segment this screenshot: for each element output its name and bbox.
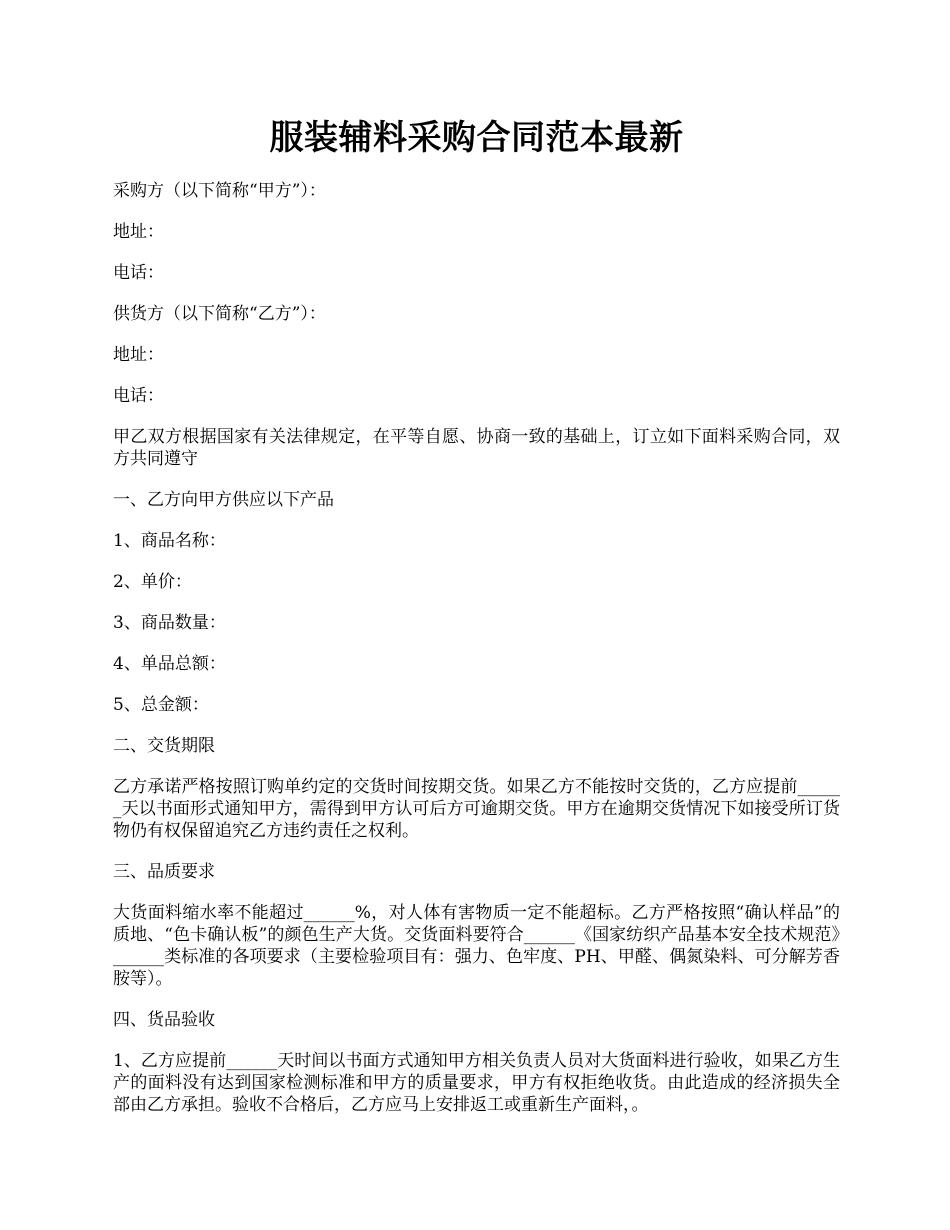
party-a-address: 地址： (113, 222, 164, 242)
unit-price-item: 2、单价： (113, 572, 192, 592)
quantity-item: 3、商品数量： (113, 613, 226, 633)
party-a-label: 采购方（以下简称“甲方”）： (113, 181, 326, 201)
section-1-heading: 一、乙方向甲方供应以下产品 (113, 490, 334, 510)
grand-total-item: 5、总金额： (113, 695, 209, 715)
document-title: 服装辅料采购合同范本最新 (269, 118, 684, 158)
party-b-label: 供货方（以下简称“乙方”）： (113, 304, 326, 324)
party-a-phone: 电话： (113, 263, 164, 283)
inspection-paragraph: 1、乙方应提前______天时间以书面方式通知甲方相关负责人员对大货面料进行验收，如果乙方生产的面料没有达到国家检测标准和甲方的质量要求，甲方有权拒绝收货。由此造成的经济损失全部由乙方承担。验收不合格后，乙方应马上安排返工或重新生产面料，。 (113, 1051, 840, 1115)
section-4-heading: 四、货品验收 (113, 1010, 215, 1030)
document-body (113, 180, 840, 1135)
section-2-heading: 二、交货期限 (113, 736, 215, 756)
preamble-paragraph: 甲乙双方根据国家有关法律规定，在平等自愿、协商一致的基础上，订立如下面料采购合同，双方共同遵守 (113, 427, 840, 469)
quality-paragraph: 大货面料缩水率不能超过______%，对人体有害物质一定不能超标。乙方严格按照“确认样品”的质地、“色卡确认板”的颜色生产大货。交货面料要符合______《国家纺织产品基本安全技术规范》______类标准的各项要求（主要检验项目有：强力、色牢度、PH、甲醛、偶氮染料、可分解芳香胺等）。 (113, 903, 840, 989)
item-total-item: 4、单品总额： (113, 654, 226, 674)
section-3-heading: 三、品质要求 (113, 862, 215, 882)
product-name-item: 1、商品名称： (113, 531, 226, 551)
delivery-paragraph: 乙方承诺严格按照订购单约定的交货时间按期交货。如果乙方不能按时交货的，乙方应提前______天以书面形式通知甲方，需得到甲方认可后方可逾期交货。甲方在逾期交货情况下如接受所订货物仍有权保留追究乙方违约责任之权利。 (113, 777, 840, 841)
party-b-address: 地址： (113, 345, 164, 365)
party-b-phone: 电话： (113, 386, 164, 406)
